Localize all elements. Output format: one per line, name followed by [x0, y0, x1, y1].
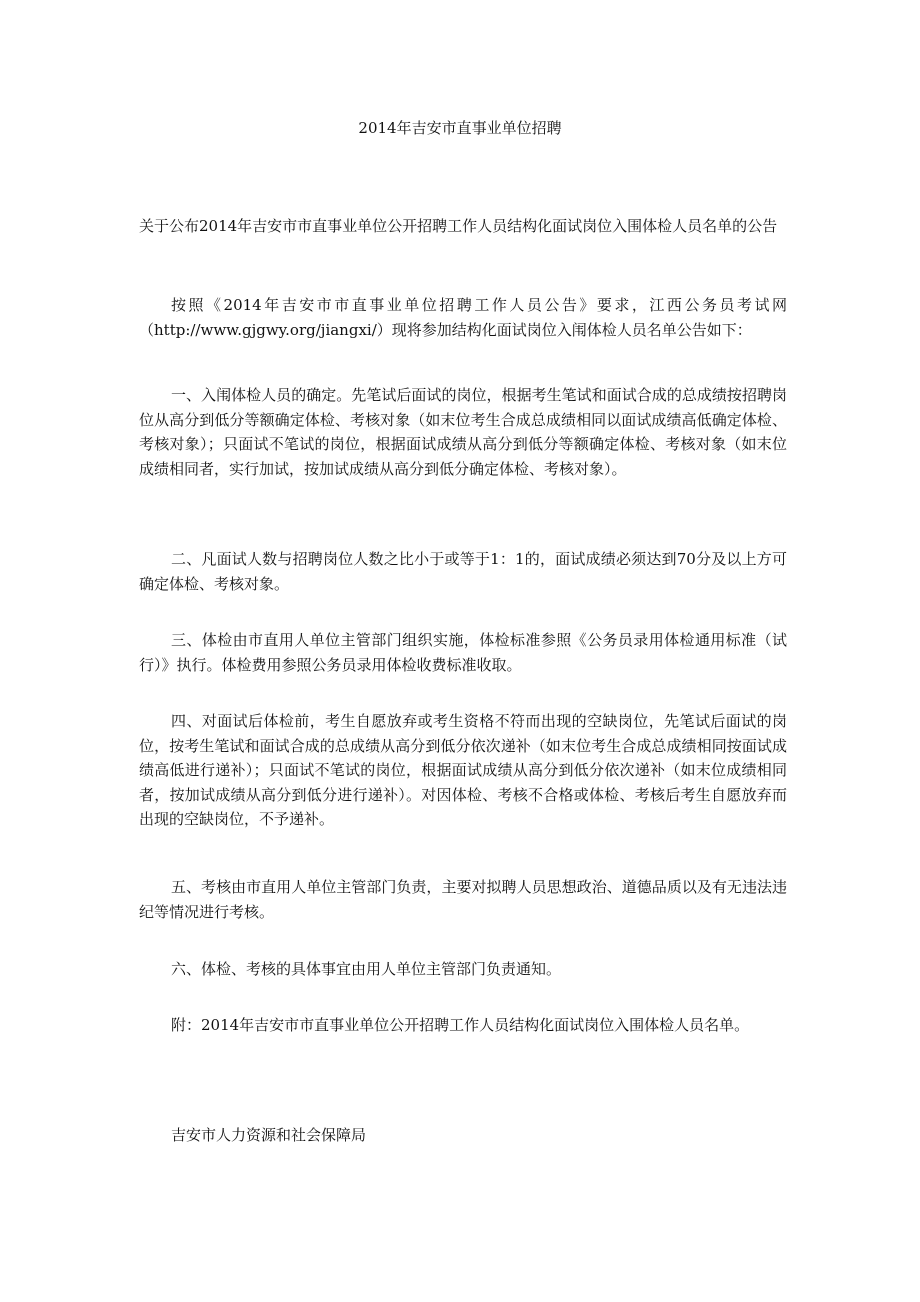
paragraph-section-1: 一、入闱体检人员的确定。先笔试后面试的岗位，根据考生笔试和面试合成的总成绩按招聘岗位从高分到低分等额确定体检、考核对象（如末位考生合成总成绩相同以面试成绩高低确定体检、考核对象）；只面试不笔试的岗位，根据面试成绩从高分到低分等额确定体检、考核对象（如末位成绩相同者，实行加试，按加试成绩从高分到低分确定体检、考核对象）。 — [139, 386, 787, 478]
paragraph-section-4: 四、对面试后体检前，考生自愿放弃或考生资格不符而出现的空缺岗位，先笔试后面试的岗位，按考生笔试和面试合成的总成绩从高分到低分依次递补（如末位考生合成总成绩相同按面试成绩高低进行递补）；只面试不笔试的岗位，根据面试成绩从高分到低分依次递补（如末位成绩相同者，按加试成绩从高分到低分进行递补）。对因体检、考核不合格或体检、考核后考生自愿放弃而出现的空缺岗位，不予递补。 — [139, 712, 787, 828]
paragraph-attachment: 附：2014年吉安市市直事业单位公开招聘工作人员结构化面试岗位入围体检人员名单。 — [171, 1016, 750, 1034]
announcement-heading: 关于公布2014年吉安市市直事业单位公开招聘工作人员结构化面试岗位入围体检人员名单的公告 — [139, 217, 778, 235]
paragraph-intro: 按照《2014年吉安市市直事业单位招聘工作人员公告》要求，江西公务员考试网（http://www.gjgwy.org/jiangxi/）现将参加结构化面试岗位入闱体检人员名单公告如下： — [139, 296, 787, 339]
paragraph-section-3: 三、体检由市直用人单位主管部门组织实施，体检标准参照《公务员录用体检通用标准（试行）》执行。体检费用参照公务员录用体检收费标准收取。 — [139, 631, 787, 674]
signature: 吉安市人力资源和社会保障局 — [171, 1126, 367, 1144]
paragraph-section-5: 五、考核由市直用人单位主管部门负责，主要对拟聘人员思想政治、道德品质以及有无违法违纪等情况进行考核。 — [139, 878, 787, 921]
document-title: 2014年吉安市直事业单位招聘 — [358, 119, 562, 137]
paragraph-section-2: 二、凡面试人数与招聘岗位人数之比小于或等于1：1的，面试成绩必须达到70分及以上方可确定体检、考核对象。 — [139, 550, 787, 593]
paragraph-section-6: 六、体检、考核的具体事宜由用人单位主管部门负责通知。 — [171, 960, 562, 978]
